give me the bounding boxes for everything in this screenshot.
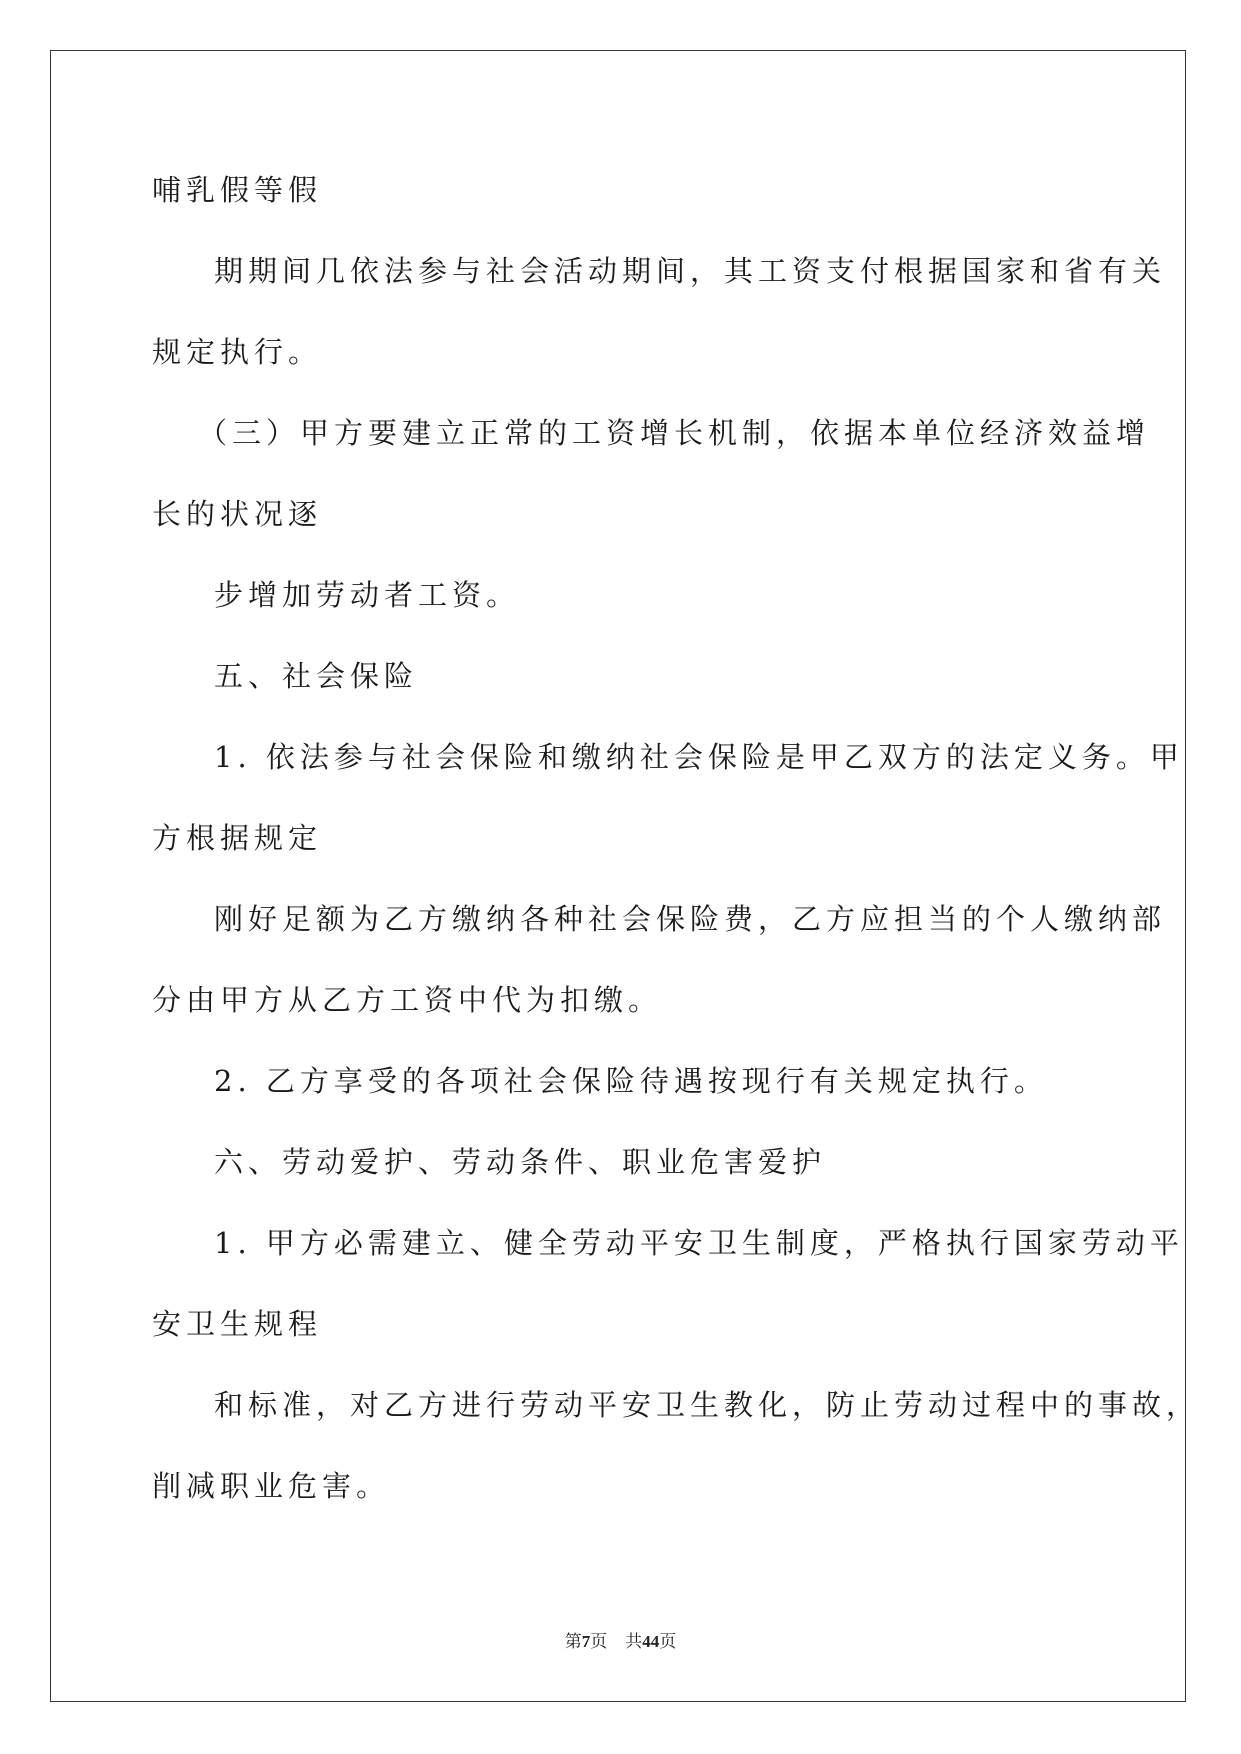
text-line: 分由甲方从乙方工资中代为扣缴。 xyxy=(152,983,663,1017)
text-line: 和标准，对乙方进行劳动平安卫生教化，防止劳动过程中的事故， xyxy=(214,1388,1201,1422)
page-prefix: 第 xyxy=(564,1632,582,1651)
text-line: 2. 乙方享受的各项社会保险待遇按现行有关规定执行。 xyxy=(214,1064,1048,1098)
page-suffix: 页 xyxy=(590,1632,608,1651)
text-line: 长的状况逐 xyxy=(152,497,323,531)
section-heading: 六、劳动爱护、劳动条件、职业危害爱护 xyxy=(214,1145,827,1179)
text-line: 规定执行。 xyxy=(152,335,323,369)
text-line: 期期间几依法参与社会活动期间，其工资支付根据国家和省有关 xyxy=(214,254,1167,288)
section-heading: 五、社会保险 xyxy=(214,659,419,693)
text-line: （三）甲方要建立正常的工资增长机制，依据本单位经济效益增 xyxy=(198,416,1151,450)
page-number: 7 xyxy=(581,1632,591,1651)
text-line: 刚好足额为乙方缴纳各种社会保险费，乙方应担当的个人缴纳部 xyxy=(214,902,1167,936)
text-line: 方根据规定 xyxy=(152,821,323,855)
total-prefix: 共 xyxy=(625,1632,643,1651)
text-line: 哺乳假等假 xyxy=(152,173,323,207)
page-border xyxy=(50,50,1186,1702)
text-line: 1. 甲方必需建立、健全劳动平安卫生制度，严格执行国家劳动平 xyxy=(214,1226,1184,1260)
text-line: 削减职业危害。 xyxy=(152,1469,391,1503)
text-line: 1. 依法参与社会保险和缴纳社会保险是甲乙双方的法定义务。甲 xyxy=(214,740,1184,774)
page-footer xyxy=(0,1630,1241,1654)
total-pages: 44 xyxy=(642,1632,660,1651)
total-suffix: 页 xyxy=(659,1632,677,1651)
text-line: 安卫生规程 xyxy=(152,1307,323,1341)
text-line: 步增加劳动者工资。 xyxy=(214,578,521,612)
